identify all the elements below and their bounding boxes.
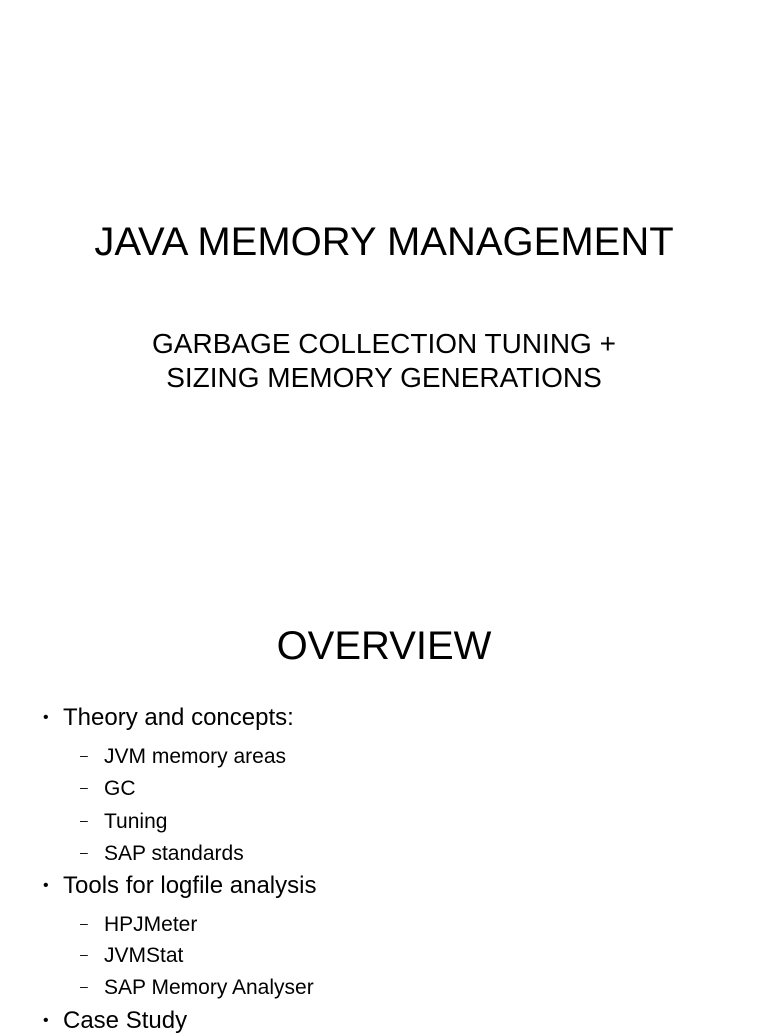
slide-subtitle [0,327,768,395]
sub-bullet-item [80,941,183,969]
overview-title: OVERVIEW [276,624,492,668]
sub-bullet-text: SAP Memory Analyser [104,976,314,999]
bullet-text: Case Study [63,1007,188,1034]
bullet-item [43,871,316,901]
sub-bullet-item [80,839,244,867]
dash-icon: – [80,946,88,962]
dash-icon: – [80,915,88,931]
dash-icon: – [80,812,88,828]
bullet-item [43,703,294,733]
bullet-text: Tools for logfile analysis [63,872,317,899]
dash-icon: – [80,747,88,763]
sub-bullet-text: Tuning [104,810,168,833]
sub-bullet-item [80,774,136,802]
sub-bullet-item [80,742,286,770]
sub-bullet-text: JVM memory areas [104,745,287,768]
dash-icon: – [80,844,88,860]
sub-bullet-text: HPJMeter [104,913,198,936]
overview-slide [0,560,768,1034]
sub-bullet-item [80,973,314,1001]
subtitle-line-1: GARBAGE COLLECTION TUNING + [152,328,616,359]
bullet-dot-icon: • [43,877,49,894]
slide-title: JAVA MEMORY MANAGEMENT [94,220,674,264]
dash-icon: – [80,978,88,994]
bullet-item [43,1006,187,1036]
bullet-dot-icon: • [43,1012,49,1029]
sub-bullet-text: JVMStat [104,944,184,967]
sub-bullet-text: GC [104,777,136,800]
sub-bullet-item [80,910,197,938]
bullet-dot-icon: • [43,709,49,726]
dash-icon: – [80,779,88,795]
sub-bullet-item [80,807,167,835]
subtitle-line-2: SIZING MEMORY GENERATIONS [166,362,602,393]
sub-bullet-text: SAP standards [104,842,244,865]
bullet-text: Theory and concepts: [63,704,294,731]
